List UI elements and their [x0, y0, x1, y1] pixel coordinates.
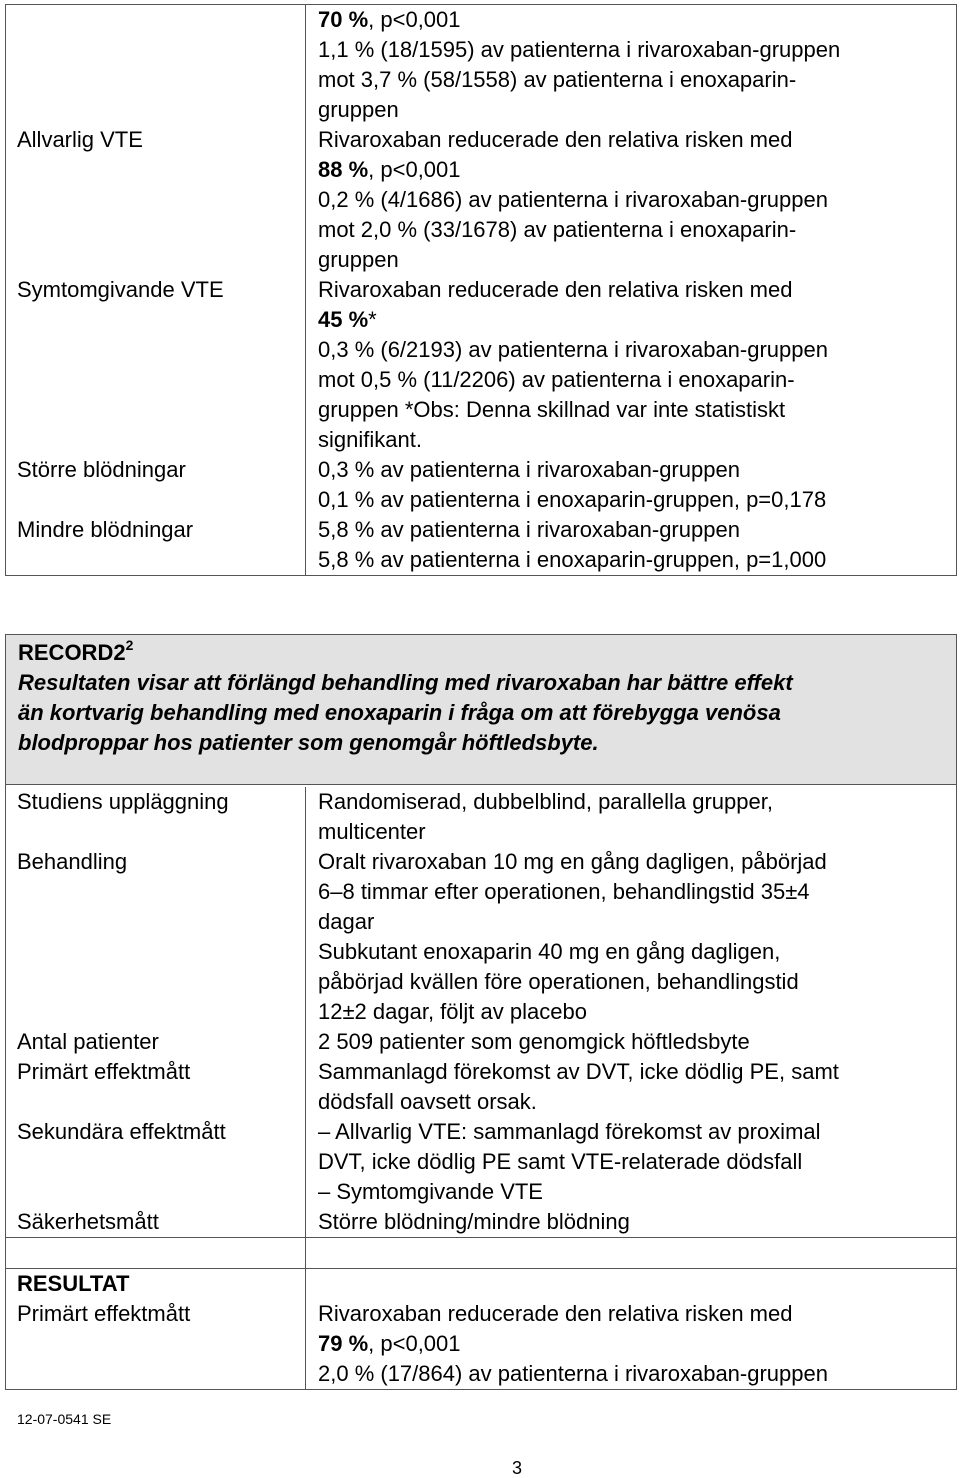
text-segment: Oralt rivaroxaban 10 mg en gång dagligen, påbörjad [318, 849, 827, 874]
bold-figure: 79 % [318, 1331, 369, 1356]
text-segment: dagar [318, 909, 375, 934]
table-row [6, 5, 956, 125]
text-segment: 5,8 % av patienterna i rivaroxaban-gruppen [318, 517, 740, 542]
text-line [318, 1299, 956, 1329]
record2-summary [18, 668, 956, 758]
text-line [318, 275, 956, 305]
document-code: 12-07-0541 SE [17, 1411, 112, 1427]
text-segment: , p<0,001 [368, 1331, 461, 1356]
text-line [318, 305, 956, 335]
row-value [306, 1238, 956, 1268]
row-value [306, 1057, 956, 1117]
study-design-table [5, 785, 957, 1390]
text-line [318, 95, 956, 125]
bold-figure: 45 % [318, 307, 369, 332]
text-line [318, 395, 956, 425]
row-value [306, 1027, 956, 1057]
text-segment: 2 509 patienter som genomgick höftledsbyte [318, 1029, 750, 1054]
table-row [6, 515, 956, 575]
text-segment: mot 3,7 % (58/1558) av patienterna i enoxaparin- [318, 67, 797, 92]
result-label: Primärt effektmått [17, 1301, 191, 1326]
text-line [318, 787, 956, 817]
table-row [6, 785, 956, 847]
text-line [318, 1329, 956, 1359]
spacer [318, 1269, 956, 1299]
text-segment: 0,2 % (4/1686) av patienterna i rivaroxaban-gruppen [318, 187, 828, 212]
text-segment: gruppen [318, 97, 399, 122]
text-line [318, 1087, 956, 1117]
text-line [318, 817, 956, 847]
row-value [306, 5, 956, 125]
row-value [306, 455, 956, 515]
table-row [6, 455, 956, 515]
text-line [318, 937, 956, 967]
row-label: Primärt effektmått [6, 1057, 306, 1117]
text-segment: 0,1 % av patienterna i enoxaparin-gruppen, p=0,178 [318, 487, 827, 512]
text-line [318, 1238, 956, 1268]
text-line [318, 365, 956, 395]
text-segment: gruppen [318, 247, 399, 272]
table-row [6, 1117, 956, 1207]
text-line [318, 1117, 956, 1147]
record2-section [5, 634, 957, 785]
text-segment: Sammanlagd förekomst av DVT, icke dödlig PE, samt [318, 1059, 839, 1084]
text-segment: Rivaroxaban reducerade den relativa risken med [318, 1301, 793, 1326]
row-label: Allvarlig VTE [6, 125, 306, 275]
text-segment: * [368, 307, 377, 332]
text-line [318, 545, 956, 575]
text-segment: signifikant. [318, 427, 422, 452]
text-line [318, 967, 956, 997]
row-label: Sekundära effektmått [6, 1117, 306, 1207]
table-row [6, 1027, 956, 1057]
result-heading: RESULTAT [17, 1271, 130, 1296]
text-line [318, 155, 956, 185]
row-label: Antal patienter [6, 1027, 306, 1057]
text-line [318, 1207, 956, 1237]
text-line [318, 1359, 956, 1389]
text-line [318, 425, 956, 455]
row-value [306, 275, 956, 455]
text-segment: 12±2 dagar, följt av placebo [318, 999, 587, 1024]
text-line [318, 455, 956, 485]
text-segment: 5,8 % av patienterna i enoxaparin-gruppen, p=1,000 [318, 547, 827, 572]
result-label-cell [6, 1269, 306, 1389]
text-line [318, 1027, 956, 1057]
table-row [6, 847, 956, 1027]
text-line [318, 1177, 956, 1207]
row-label [6, 5, 306, 125]
text-segment: 0,3 % (6/2193) av patienterna i rivaroxaban-gruppen [318, 337, 828, 362]
text-line [318, 65, 956, 95]
row-value [306, 125, 956, 275]
summary-line: blodproppar hos patienter som genomgår höftledsbyte. [18, 730, 599, 755]
table-row [6, 275, 956, 455]
summary-line: Resultaten visar att förlängd behandling med rivaroxaban har bättre effekt [18, 670, 793, 695]
text-line [318, 245, 956, 275]
text-segment: mot 0,5 % (11/2206) av patienterna i enoxaparin- [318, 367, 795, 392]
text-line [318, 125, 956, 155]
row-label: Större blödningar [6, 455, 306, 515]
text-segment: – Allvarlig VTE: sammanlagd förekomst av proximal [318, 1119, 821, 1144]
text-segment: Subkutant enoxaparin 40 mg en gång dagligen, [318, 939, 781, 964]
text-segment: – Symtomgivande VTE [318, 1179, 543, 1204]
text-segment: Större blödning/mindre blödning [318, 1209, 630, 1234]
results-table-1 [5, 4, 957, 576]
text-line [318, 185, 956, 215]
row-value [306, 515, 956, 575]
text-line [318, 877, 956, 907]
row-label: Säkerhetsmått [6, 1207, 306, 1237]
text-segment: 2,0 % (17/864) av patienterna i rivaroxaban-gruppen [318, 1361, 828, 1386]
row-value [306, 1117, 956, 1207]
text-segment: påbörjad kvällen före operationen, behandlingstid [318, 969, 799, 994]
bold-figure: 70 % [318, 7, 369, 32]
table-row [6, 125, 956, 275]
table-row [6, 1057, 956, 1117]
text-segment: , p<0,001 [368, 7, 461, 32]
text-segment: 0,3 % av patienterna i rivaroxaban-gruppen [318, 457, 740, 482]
text-line [318, 515, 956, 545]
text-line [318, 35, 956, 65]
text-segment: dödsfall oavsett orsak. [318, 1089, 537, 1114]
text-line [318, 335, 956, 365]
row-label: Symtomgivande VTE [6, 275, 306, 455]
text-segment: mot 2,0 % (33/1678) av patienterna i enoxaparin- [318, 217, 797, 242]
text-segment: DVT, icke dödlig PE samt VTE-relaterade dödsfall [318, 1149, 803, 1174]
text-segment: multicenter [318, 819, 426, 844]
text-line [318, 485, 956, 515]
text-segment: , p<0,001 [368, 157, 461, 182]
text-segment: Randomiserad, dubbelblind, parallella grupper, [318, 789, 773, 814]
text-segment: Rivaroxaban reducerade den relativa risken med [318, 127, 793, 152]
text-segment: Rivaroxaban reducerade den relativa risken med [318, 277, 793, 302]
row-label: Studiens uppläggning [6, 787, 306, 847]
text-segment: gruppen *Obs: Denna skillnad var inte statistiskt [318, 397, 786, 422]
text-line [318, 1057, 956, 1087]
text-line [318, 5, 956, 35]
text-line [318, 907, 956, 937]
text-segment: 6–8 timmar efter operationen, behandlingstid 35±4 [318, 879, 810, 904]
row-label [6, 1238, 306, 1268]
text-line [318, 847, 956, 877]
page-number: 3 [512, 1458, 523, 1478]
result-row [6, 1268, 956, 1389]
row-label: Behandling [6, 847, 306, 1027]
record2-title: $RECORD2^2$ [18, 637, 134, 665]
text-line [318, 997, 956, 1027]
summary-line: än kortvarig behandling med enoxaparin i fråga om att förebygga venösa [18, 700, 781, 725]
row-value [306, 847, 956, 1027]
text-segment: 1,1 % (18/1595) av patienterna i rivaroxaban-gruppen [318, 37, 841, 62]
table-row [6, 1237, 956, 1268]
row-value [306, 787, 956, 847]
text-line [318, 1147, 956, 1177]
row-label: Mindre blödningar [6, 515, 306, 575]
result-value [306, 1269, 956, 1389]
row-value [306, 1207, 956, 1237]
table-row [6, 1207, 956, 1237]
text-line [318, 215, 956, 245]
bold-figure: 88 % [318, 157, 369, 182]
